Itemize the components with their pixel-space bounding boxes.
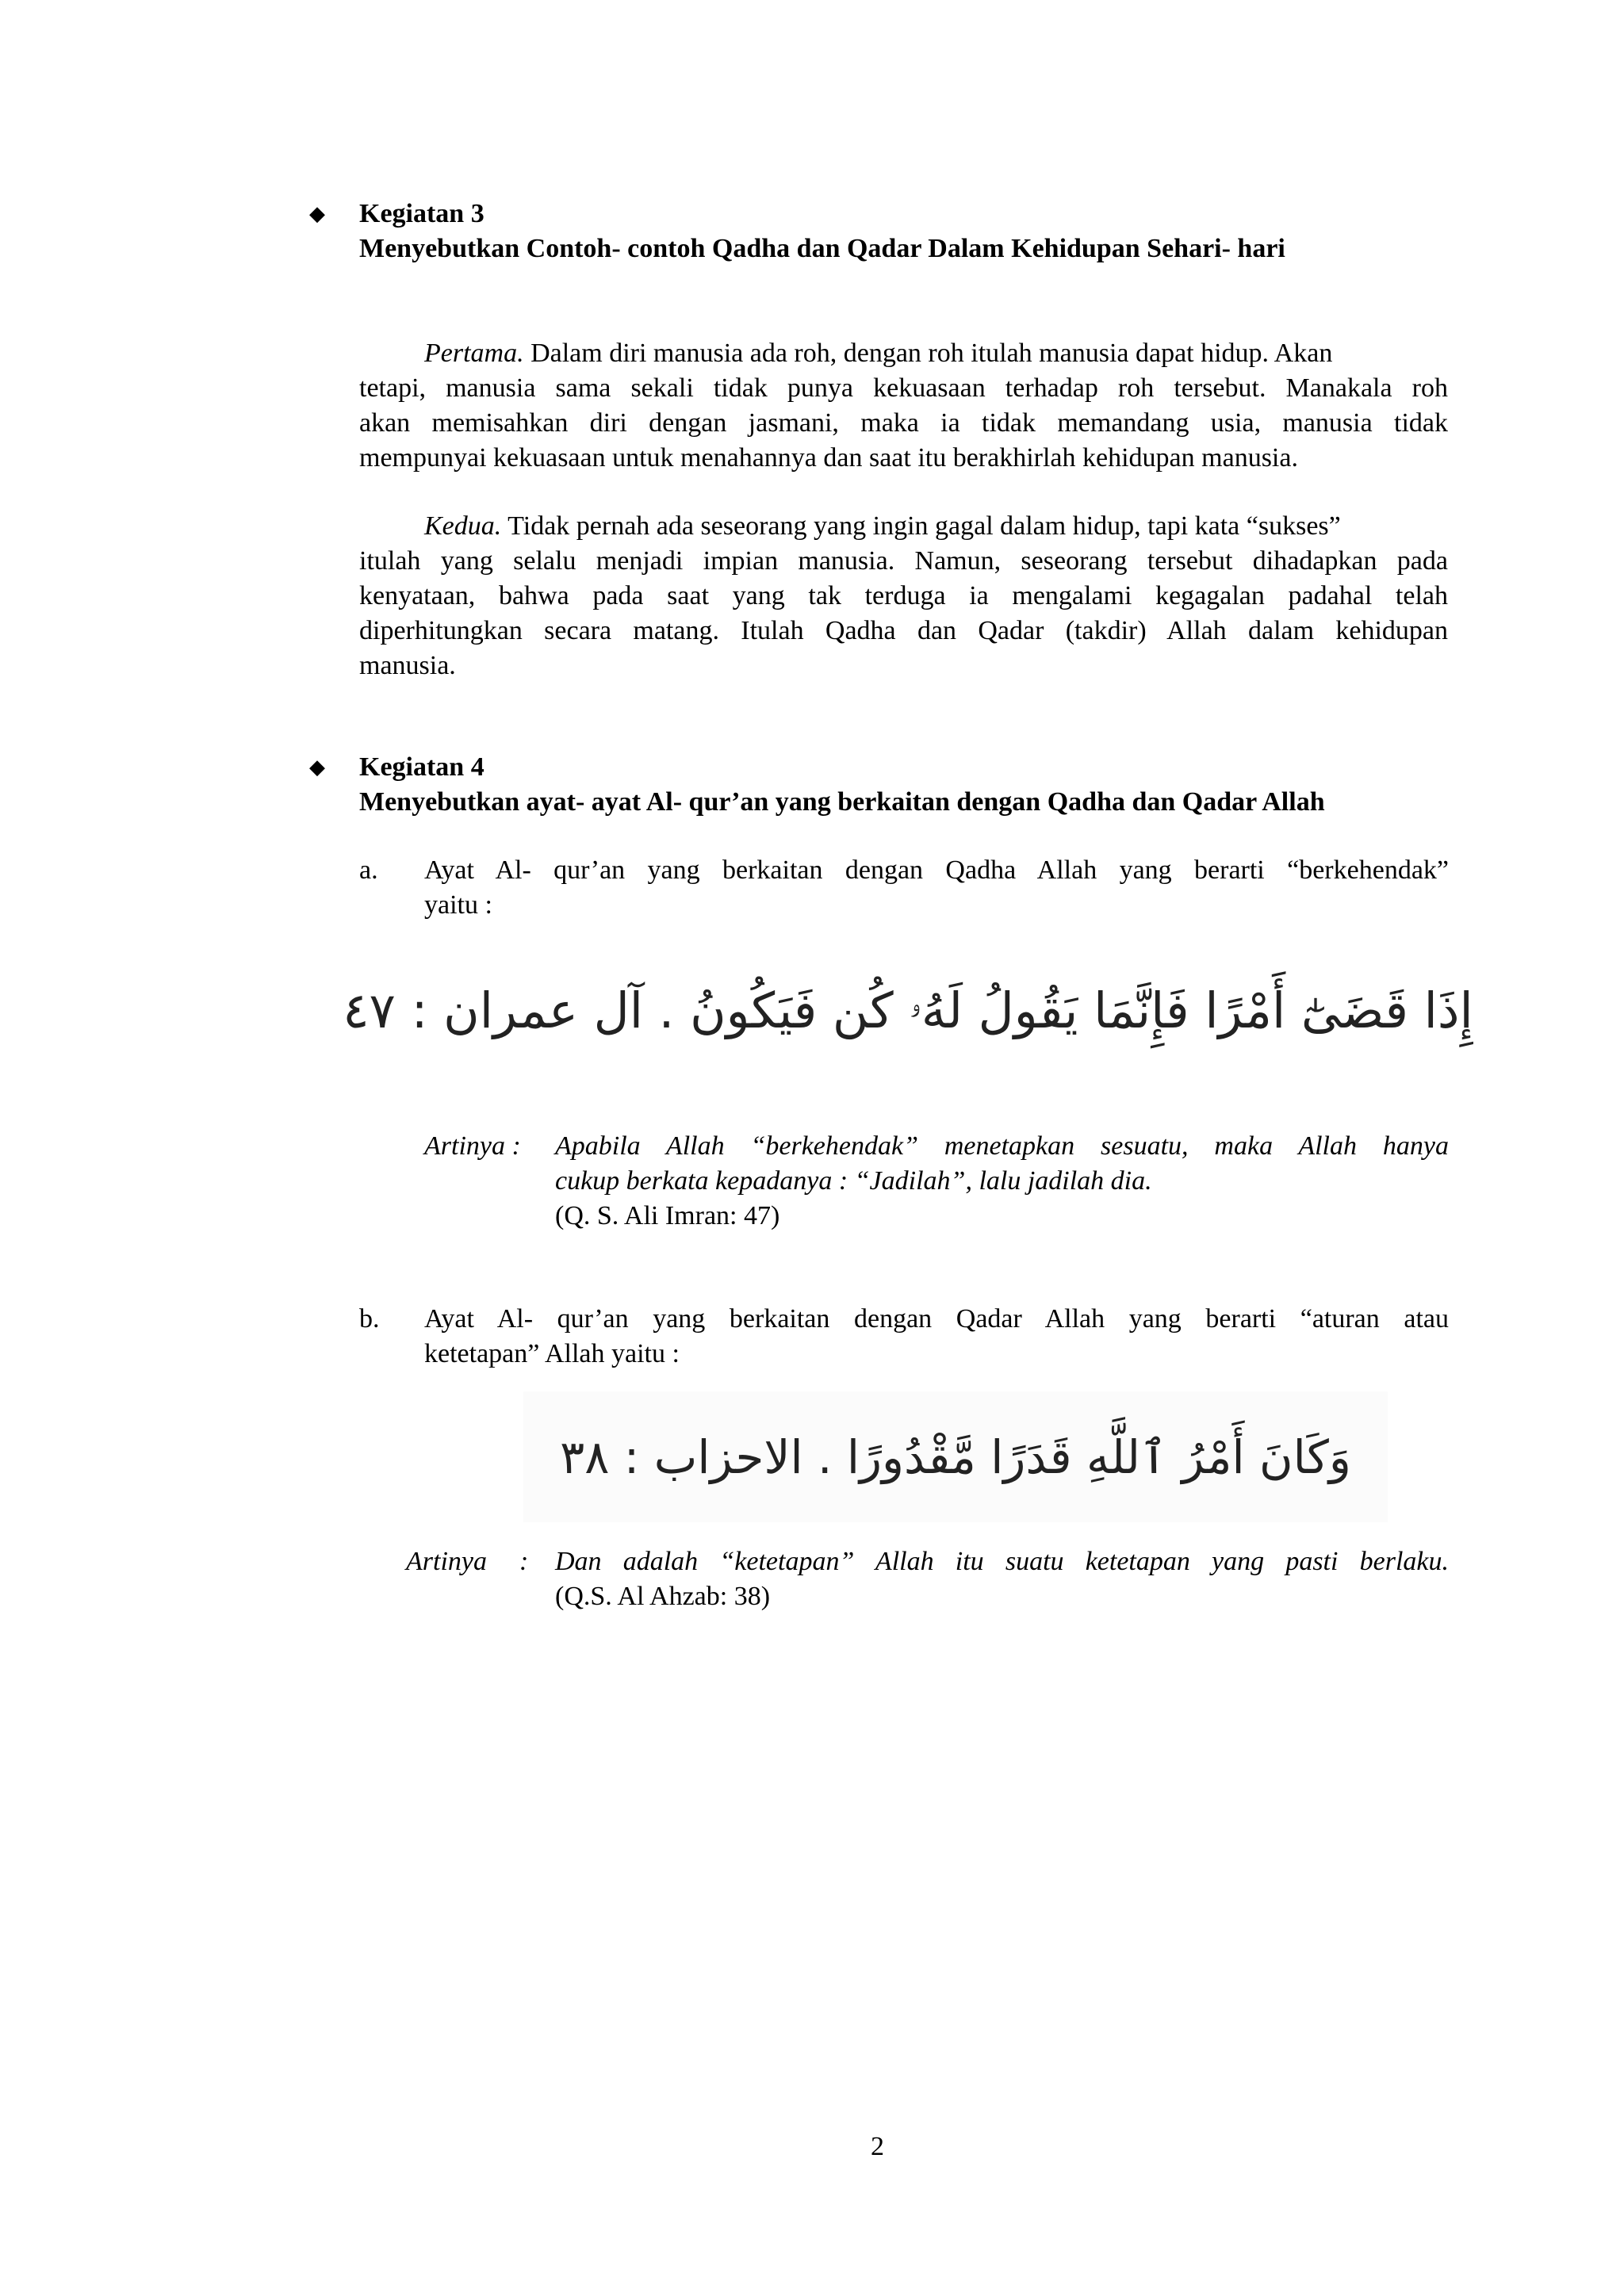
list-marker: a.: [359, 855, 378, 885]
paragraph-lead: Kedua.: [424, 511, 502, 541]
verse-reference: (Q. S. Ali Imran: 47): [555, 1201, 780, 1230]
paragraph-line: itulah yang selalu menjadi impian manusia. Namun, seseorang tersebut dihadapkan pada: [359, 546, 1448, 576]
page-number: 2: [871, 2132, 884, 2161]
paragraph-lead: Pertama.: [424, 339, 524, 368]
verse-reference: (Q.S. Al Ahzab: 38): [555, 1582, 771, 1611]
bullet-icon: ◆: [309, 756, 325, 779]
translation-text: cukup berkata kepadanya : “Jadilah”, lalu jadilah dia.: [555, 1166, 1152, 1196]
translation-text: Dan adalah “ketetapan” Allah itu suatu ketetapan yang pasti berlaku.: [555, 1547, 1449, 1576]
paragraph-line: kenyataan, bahwa pada saat yang tak terduga ia mengalami kegagalan padahal telah: [359, 581, 1448, 610]
translation-label: Artinya :: [424, 1131, 521, 1161]
list-marker: b.: [359, 1304, 380, 1334]
paragraph-line: diperhitungkan secara matang. Itulah Qadha dan Qadar (takdir) Allah dalam kehidupan: [359, 616, 1448, 645]
section-subtitle: Menyebutkan ayat- ayat Al- qur’an yang berkaitan dengan Qadha dan Qadar Allah: [359, 787, 1325, 817]
paragraph-line: manusia.: [359, 651, 456, 680]
section-subtitle: Menyebutkan Contoh- contoh Qadha dan Qadar Dalam Kehidupan Sehari- hari: [359, 234, 1285, 263]
section-title: Kegiatan 4: [359, 752, 485, 782]
list-item-text: yaitu :: [424, 890, 492, 920]
section-title: Kegiatan 3: [359, 199, 485, 228]
paragraph-text: Tidak pernah ada seseorang yang ingin gagal dalam hidup, tapi kata “sukses”: [508, 511, 1341, 541]
paragraph-text: Dalam diri manusia ada roh, dengan roh itulah manusia dapat hidup. Akan: [530, 339, 1333, 368]
paragraph-line: akan memisahkan diri dengan jasmani, maka ia tidak memandang usia, manusia tidak: [359, 408, 1448, 438]
arabic-verse: وَكَانَ أَمْرُ ٱللَّهِ قَدَرًا مَّقْدُورًا . الاحزاب : ٣٨: [560, 1429, 1351, 1484]
paragraph-first-line: [424, 336, 1332, 371]
quran-verse-image: [343, 959, 1473, 1062]
quran-verse-image: [523, 1391, 1388, 1522]
translation-colon: :: [519, 1547, 529, 1576]
paragraph-line: mempunyai kekuasaan untuk menahannya dan saat itu berakhirlah kehidupan manusia.: [359, 443, 1298, 473]
paragraph-first-line: [424, 509, 1341, 544]
list-item-text: Ayat Al- qur’an yang berkaitan dengan Qadar Allah yang berarti “aturan atau: [424, 1304, 1449, 1334]
list-item-text: ketetapan” Allah yaitu :: [424, 1339, 680, 1368]
paragraph-line: tetapi, manusia sama sekali tidak punya kekuasaan terhadap roh tersebut. Manakala roh: [359, 373, 1448, 403]
bullet-icon: ◆: [309, 202, 325, 225]
translation-label: Artinya: [406, 1547, 487, 1576]
translation-text: Apabila Allah “berkehendak” menetapkan sesuatu, maka Allah hanya: [555, 1131, 1449, 1161]
arabic-verse: إِذَا قَضَىٰٓ أَمْرًا فَإِنَّمَا يَقُولُ لَهُۥ كُن فَيَكُونُ . آل عمران : ٤٧: [343, 982, 1473, 1039]
list-item-text: Ayat Al- qur’an yang berkaitan dengan Qadha Allah yang berarti “berkehendak”: [424, 855, 1449, 885]
